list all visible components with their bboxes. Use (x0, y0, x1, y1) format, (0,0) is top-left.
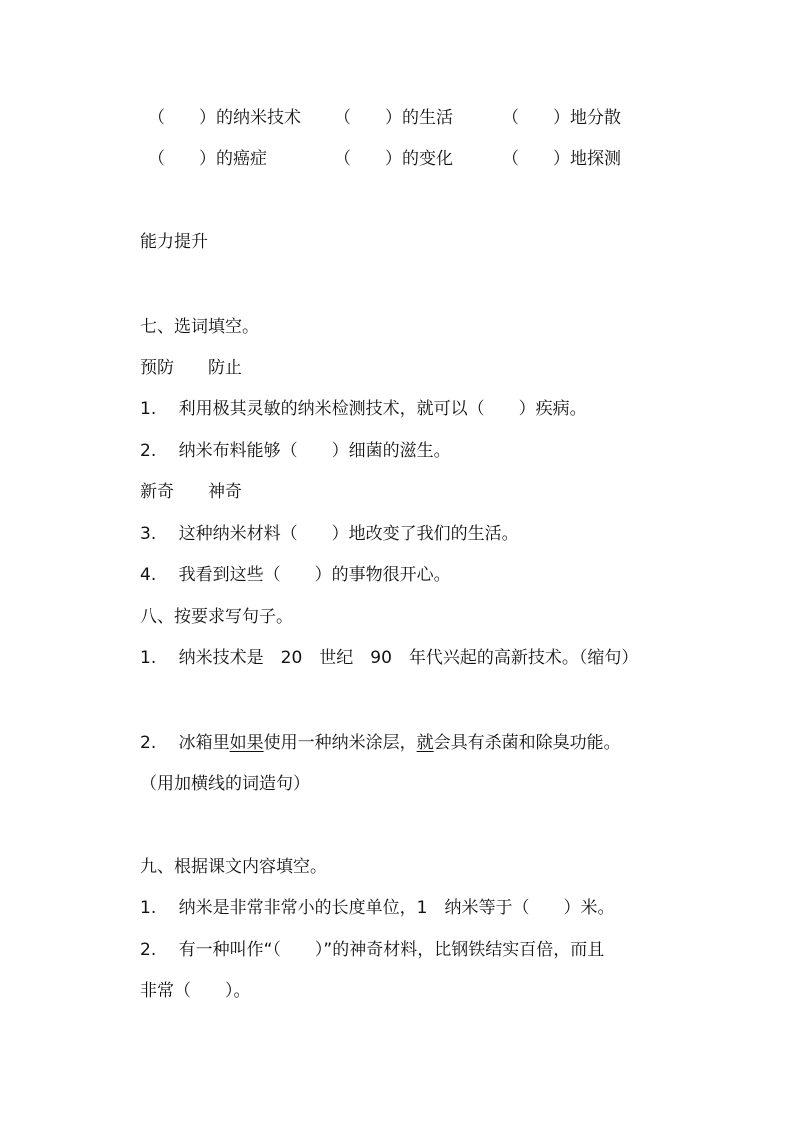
q7-item-1: 1. 利用极其灵敏的纳米检测技术，就可以（ ）疾病。 (140, 399, 587, 419)
q8-item-2-text: 会具有杀菌和除臭功能。 (433, 733, 621, 753)
underlined-word: 如果 (229, 733, 264, 753)
q9-title: 九、根据课文内容填空。 (140, 857, 327, 877)
q7-item-2: 2. 纳米布料能够（ ）细菌的滋生。 (140, 441, 451, 461)
fill-item: （ ）的变化 (334, 149, 453, 169)
q8-item-2 (140, 733, 621, 753)
q8-item-2-note: （用加横线的词造句） (140, 774, 310, 794)
q7-item-4: 4. 我看到这些（ ）的事物很开心。 (140, 565, 451, 585)
fill-item: （ ）的生活 (334, 108, 453, 128)
q9-item-2-line-2: 非常（ ）。 (140, 981, 251, 1001)
q8-title: 八、按要求写句子。 (140, 607, 293, 627)
section-heading: 能力提升 (140, 232, 208, 252)
q8-item-2-text: 2. 冰箱里 (140, 733, 230, 753)
q7-item-3: 3. 这种纳米材料（ ）地改变了我们的生活。 (140, 524, 519, 544)
fill-item: （ ）地探测 (502, 149, 621, 169)
q9-item-2-line-1: 2. 有一种叫作“（ ）”的神奇材料，比钢铁结实百倍，而且 (140, 940, 605, 960)
q9-item-1: 1. 纳米是非常非常小的长度单位，1 纳米等于（ ）米。 (140, 898, 615, 918)
q7-word-choices-1: 预防 防止 (140, 358, 242, 378)
q7-word-choices-2: 新奇 神奇 (140, 482, 242, 502)
q7-title: 七、选词填空。 (140, 317, 259, 337)
fill-item: （ ）的癌症 (148, 149, 267, 169)
underlined-word: 就 (416, 733, 434, 753)
fill-item: （ ）地分散 (502, 108, 621, 128)
q8-item-2-text: 使用一种纳米涂层， (263, 733, 417, 753)
fill-item: （ ）的纳米技术 (148, 108, 301, 128)
q8-item-1: 1. 纳米技术是 20 世纪 90 年代兴起的高新技术。（缩句） (140, 648, 639, 668)
